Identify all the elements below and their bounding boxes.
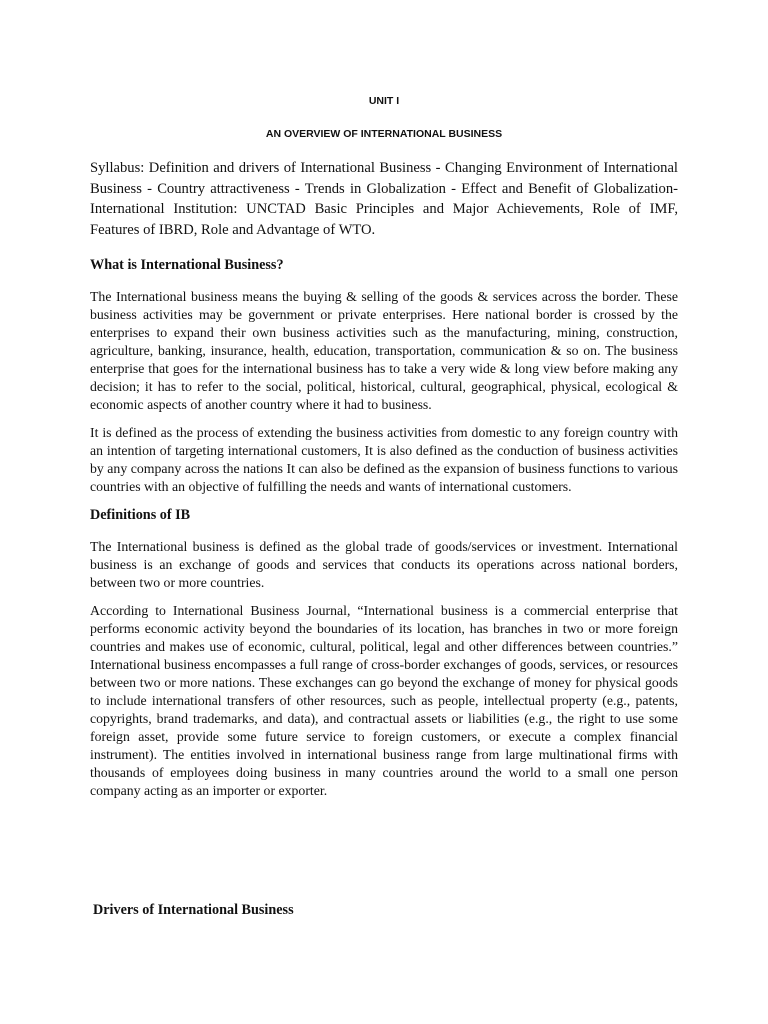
paragraph-ib-process: It is defined as the process of extending the business activities from domestic to any foreign country with an intention of targeting international customers, It is also defined as the conduction of business activities by any company across the nations It can also be defined as the expansion of business functions to various countries with an objective of fulfilling the needs and wants of international customers. [90,424,678,494]
paragraph-ib-meaning: The International business means the buying & selling of the goods & services across the border. These business activities may be government or private enterprises. Here national border is crossed by the enterprises to expand their own business activities such as the manufacturing, mining, construction, agriculture, banking, insurance, health, education, transportation, communication & so on. The business enterprise that goes for the international business has to take a very wide & long view before making any decision; it has to refer to the social, political, historical, cultural, geographical, physical, ecological & economic aspects of another country where it had to business. [90,288,678,412]
section-heading-what-is-ib: What is International Business? [90,256,284,273]
document-body [90,158,678,810]
document-title: AN OVERVIEW OF INTERNATIONAL BUSINESS [265,128,503,140]
paragraph-definition-journal: According to International Business Journal, “International business is a commercial enterprise that performs economic activity beyond the boundaries of its location, has branches in two or more foreign countries and makes use of economic, cultural, political, legal and other differences between countries.” International business encompasses a full range of cross-border exchanges of goods, services, or resources between two or more nations. These exchanges can go beyond the exchange of money for physical goods to include international transfers of other resources, such as people, intellectual property (e.g., patents, copyrights, brand trademarks, and data), and contractual assets or liabilities (e.g., the right to use some foreign asset, provide some future service to foreign customers, or execute a complex financial instrument). The entities involved in international business range from large multinational firms with thousands of employees doing business in many countries around the world to a small one person company acting as an importer or exporter. [90,602,678,798]
unit-label: UNIT I [368,95,400,107]
paragraph-definition-trade: The International business is defined as the global trade of goods/services or investment. International business is an exchange of goods and services that conducts its operations across national borders, between two or more countries. [90,538,678,590]
section-heading-drivers: Drivers of International Business [93,902,294,918]
syllabus-paragraph: Syllabus: Definition and drivers of International Business - Changing Environment of International Business - Country attractiveness - Trends in Globalization - Effect and Benefit of Globalization-International Institution: UNCTAD Basic Principles and Major Achievements, Role of IMF, Features of IBRD, Role and Advantage of WTO. [90,160,678,239]
section-heading-definitions: Definitions of IB [90,506,191,523]
